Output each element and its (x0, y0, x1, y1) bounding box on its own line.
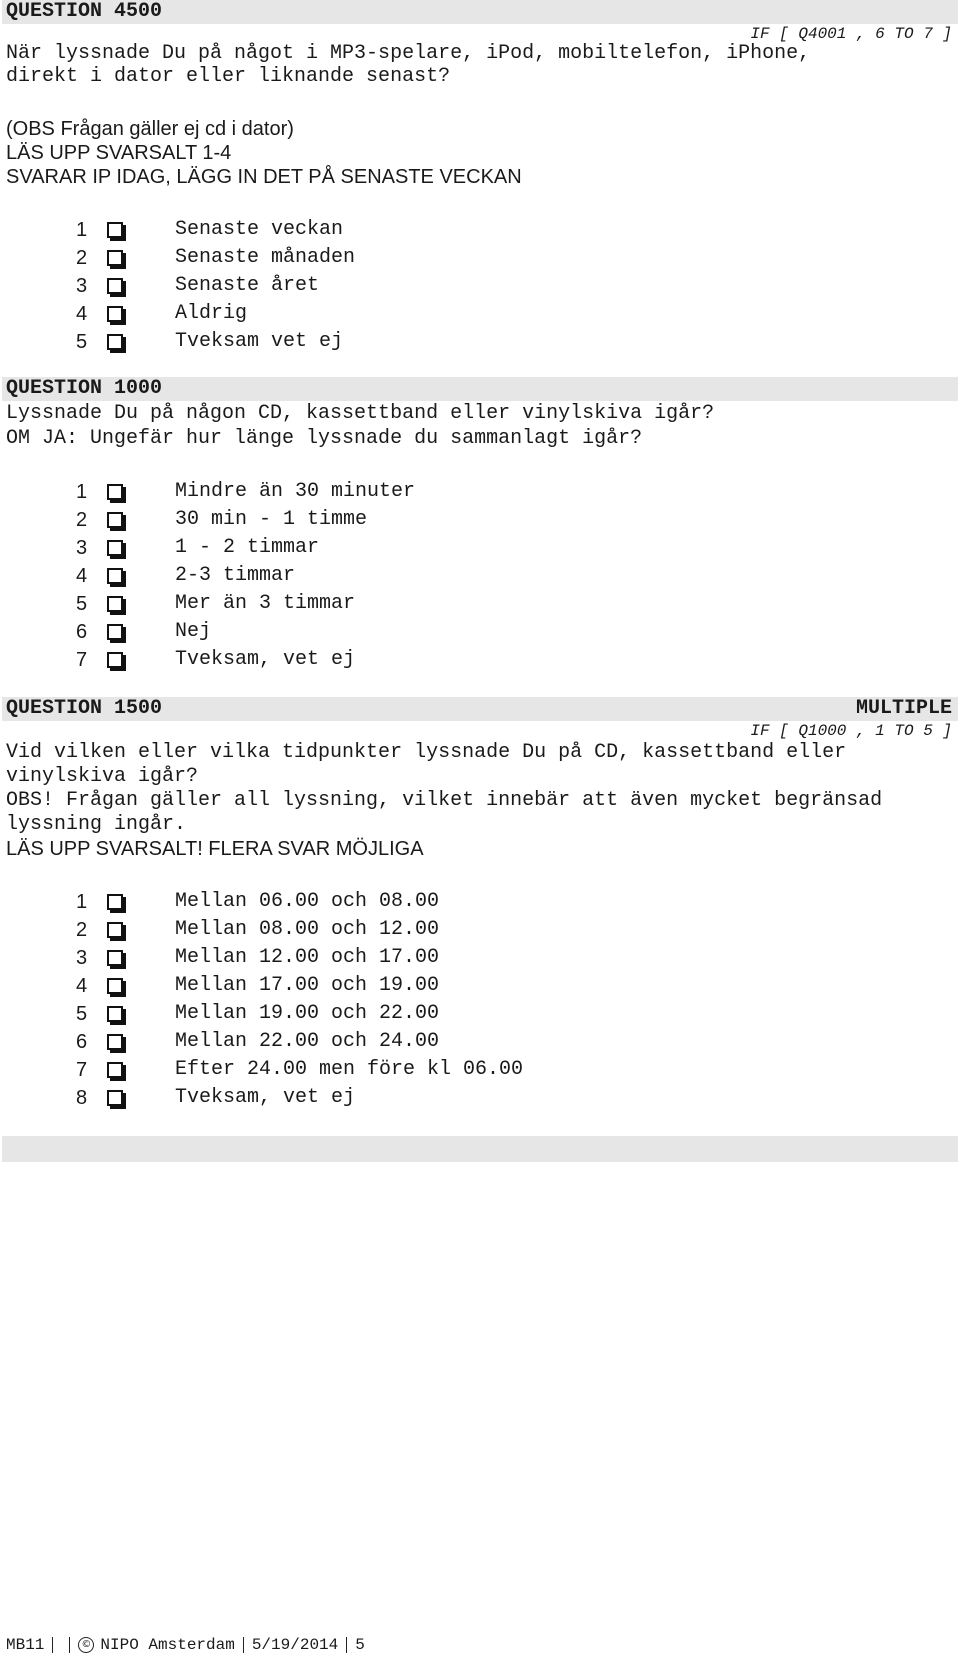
checkbox-icon[interactable] (107, 1006, 123, 1022)
question-text-line: vinylskiva igår? (6, 765, 199, 788)
footer-separator (346, 1637, 347, 1653)
interviewer-instruction: SVARAR IP IDAG, LÄGG IN DET PÅ SENASTE VECKAN (6, 166, 522, 188)
questionnaire-code: MB11 (6, 1636, 45, 1654)
option-number: 6 (76, 1031, 88, 1053)
option-number: 1 (76, 219, 88, 241)
option-number: 2 (76, 509, 88, 531)
option-label: Mellan 22.00 och 24.00 (175, 1030, 440, 1053)
interviewer-instruction: LÄS UPP SVARSALT 1-4 (6, 142, 232, 164)
option-label: Mer än 3 timmar (175, 592, 356, 615)
option-label: Nej (175, 620, 212, 643)
option-label: Mellan 19.00 och 22.00 (175, 1002, 440, 1025)
option-number: 2 (76, 919, 88, 941)
question-title: QUESTION 1500 (6, 697, 163, 720)
option-number: 3 (76, 947, 88, 969)
checkbox-icon[interactable] (107, 250, 123, 266)
checkbox-icon[interactable] (107, 894, 123, 910)
checkbox-icon[interactable] (107, 222, 123, 238)
page-number: 5 (355, 1636, 365, 1654)
question-text-line: När lyssnade Du på något i MP3-spelare, iPod, mobiltelefon, iPhone, (6, 42, 811, 65)
checkbox-icon[interactable] (107, 568, 123, 584)
option-number: 7 (76, 1059, 88, 1081)
option-number: 4 (76, 565, 88, 587)
option-number: 4 (76, 303, 88, 325)
option-number: 8 (76, 1087, 88, 1109)
option-number: 5 (76, 331, 88, 353)
checkbox-icon[interactable] (107, 950, 123, 966)
question-text-line: OBS! Frågan gäller all lyssning, vilket innebär att även mycket begränsad (6, 789, 883, 812)
checkbox-icon[interactable] (107, 652, 123, 668)
question-text-line: lyssning ingår. (6, 813, 187, 836)
question-title: QUESTION 1000 (6, 377, 163, 400)
empty-header-bar (2, 1136, 958, 1162)
option-number: 3 (76, 537, 88, 559)
checkbox-icon[interactable] (107, 1034, 123, 1050)
option-label: Senaste månaden (175, 246, 356, 269)
option-number: 5 (76, 593, 88, 615)
footer-separator (243, 1637, 244, 1653)
option-label: Mindre än 30 minuter (175, 480, 416, 503)
option-label: Mellan 17.00 och 19.00 (175, 974, 440, 997)
question-condition: IF [ Q1000 , 1 TO 5 ] (750, 722, 952, 740)
question-text-line: OM JA: Ungefär hur länge lyssnade du sammanlagt igår? (6, 427, 643, 450)
checkbox-icon[interactable] (107, 922, 123, 938)
option-number: 2 (76, 247, 88, 269)
option-label: Efter 24.00 men före kl 06.00 (175, 1058, 524, 1081)
option-number: 4 (76, 975, 88, 997)
footer-date: 5/19/2014 (251, 1636, 339, 1654)
option-number: 5 (76, 1003, 88, 1025)
option-label: 1 - 2 timmar (175, 536, 320, 559)
interviewer-instruction: LÄS UPP SVARSALT! FLERA SVAR MÖJLIGA (6, 838, 424, 860)
checkbox-icon[interactable] (107, 540, 123, 556)
checkbox-icon[interactable] (107, 306, 123, 322)
option-number: 6 (76, 621, 88, 643)
option-label: Tveksam vet ej (175, 330, 344, 353)
checkbox-icon[interactable] (107, 978, 123, 994)
option-label: 30 min - 1 timme (175, 508, 368, 531)
copyright-icon: © (78, 1637, 94, 1653)
interviewer-instruction: (OBS Frågan gäller ej cd i dator) (6, 118, 294, 140)
footer-separator (69, 1637, 70, 1653)
option-label: Mellan 12.00 och 17.00 (175, 946, 440, 969)
question-text-line: Vid vilken eller vilka tidpunkter lyssnade Du på CD, kassettband eller (6, 741, 847, 764)
option-number: 3 (76, 275, 88, 297)
option-number: 1 (76, 891, 88, 913)
checkbox-icon[interactable] (107, 1062, 123, 1078)
checkbox-icon[interactable] (107, 596, 123, 612)
page-footer (6, 1636, 365, 1654)
footer-company: NIPO Amsterdam (100, 1636, 235, 1654)
question-type-label: MULTIPLE (855, 697, 952, 720)
option-label: Aldrig (175, 302, 248, 325)
checkbox-icon[interactable] (107, 484, 123, 500)
option-label: Mellan 08.00 och 12.00 (175, 918, 440, 941)
checkbox-icon[interactable] (107, 334, 123, 350)
question-condition: IF [ Q4001 , 6 TO 7 ] (750, 25, 952, 43)
footer-separator (52, 1637, 53, 1653)
checkbox-icon[interactable] (107, 1090, 123, 1106)
question-text-line: Lyssnade Du på någon CD, kassettband eller vinylskiva igår? (6, 402, 715, 425)
option-label: Senaste året (175, 274, 320, 297)
option-label: Tveksam, vet ej (175, 1086, 356, 1109)
option-number: 7 (76, 649, 88, 671)
question-text-line: direkt i dator eller liknande senast? (6, 65, 451, 88)
option-label: Tveksam, vet ej (175, 648, 356, 671)
option-number: 1 (76, 481, 88, 503)
checkbox-icon[interactable] (107, 278, 123, 294)
option-label: Senaste veckan (175, 218, 344, 241)
checkbox-icon[interactable] (107, 624, 123, 640)
checkbox-icon[interactable] (107, 512, 123, 528)
option-label: Mellan 06.00 och 08.00 (175, 890, 440, 913)
option-label: 2-3 timmar (175, 564, 296, 587)
question-title: QUESTION 4500 (6, 0, 163, 23)
